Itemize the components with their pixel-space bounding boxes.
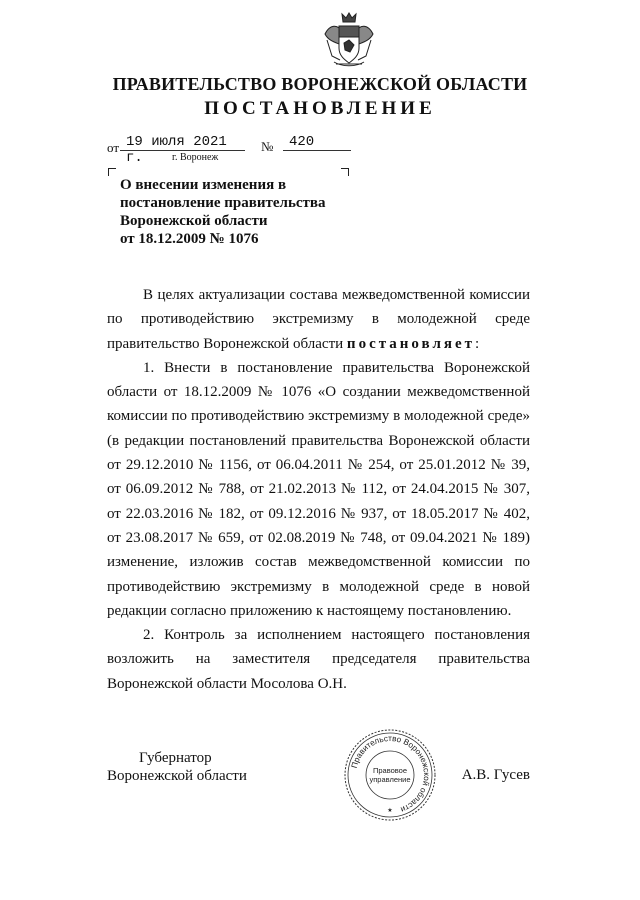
seal-stamp-icon — [343, 728, 437, 822]
preamble-paragraph — [107, 283, 530, 356]
signatory-title-line1: Губернатор — [139, 750, 212, 766]
decree-colon: : — [475, 335, 480, 352]
decree-word: постановляет — [346, 335, 476, 352]
date-prefix: от — [107, 140, 120, 155]
subject-line: Воронежской области — [120, 213, 268, 229]
signatory-title-line2: Воронежской области — [107, 768, 247, 784]
issue-city: г. Воронеж — [172, 152, 219, 163]
item-1-paragraph: 1. Внести в постановление правительства Воронежской области от 18.12.2009 № 1076 «О создании межведомственной комиссии по противодействию экстремизму в молодежной среде» (в редакции постановлений правительства Воронежской области от 29.12.2010 № 1156, от 06.04.2011 № 254, от 25.01.2012 № 39, от 06.09.2012 № 788, от 21.02.2013 № 112, от 24.04.2015 № 307, от 22.03.2016 № 182, от 09.12.2016 № 937, от 18.05.2017 № 402, от 23.08.2017 № 659, от 02.08.2019 № 748, от 09.04.2021 № 189) изменение, изложив состав межведомственной комиссии по противодействию экстремизму в молодежной среде в новой редакции согласно приложению к настоящему постановлению. — [107, 359, 530, 619]
seal-ring-text: Правительство Воронежской области — [349, 733, 432, 815]
number-sign: № — [261, 139, 274, 154]
subject-line: О внесении изменения в — [120, 177, 287, 193]
preamble-text: В целях актуализации состава межведомственной комиссии по противодействию экстремизму в молодежной среде правительство Воронежской области — [107, 287, 530, 352]
document-body — [107, 283, 530, 696]
seal-center-line1: Правовое — [372, 766, 408, 775]
signatory-name: А.В. Гусев — [461, 767, 530, 783]
document-number: 420 — [283, 134, 351, 151]
seal-star-icon: ★ — [387, 807, 393, 814]
subject-bracket-left — [108, 168, 116, 176]
item-2-paragraph: 2. Контроль за исполнением настоящего постановления возложить на заместителя председателя правительства Воронежской области Мосолова О.Н. — [107, 627, 530, 692]
subject-line: от 18.12.2009 № 1076 — [120, 231, 259, 247]
document-type-title: ПОСТАНОВЛЕНИЕ — [204, 98, 436, 119]
subject-bracket-right — [341, 168, 349, 176]
document-subject — [120, 176, 350, 248]
coat-of-arms-icon — [322, 10, 376, 70]
subject-line: постановление правительства — [120, 195, 326, 211]
document-date: 19 июля 2021 г. — [120, 134, 245, 151]
seal-center-line2: управление — [369, 775, 411, 784]
signatory-title — [107, 749, 247, 785]
organization-title: ПРАВИТЕЛЬСТВО ВОРОНЕЖСКОЙ ОБЛАСТИ — [112, 74, 528, 94]
